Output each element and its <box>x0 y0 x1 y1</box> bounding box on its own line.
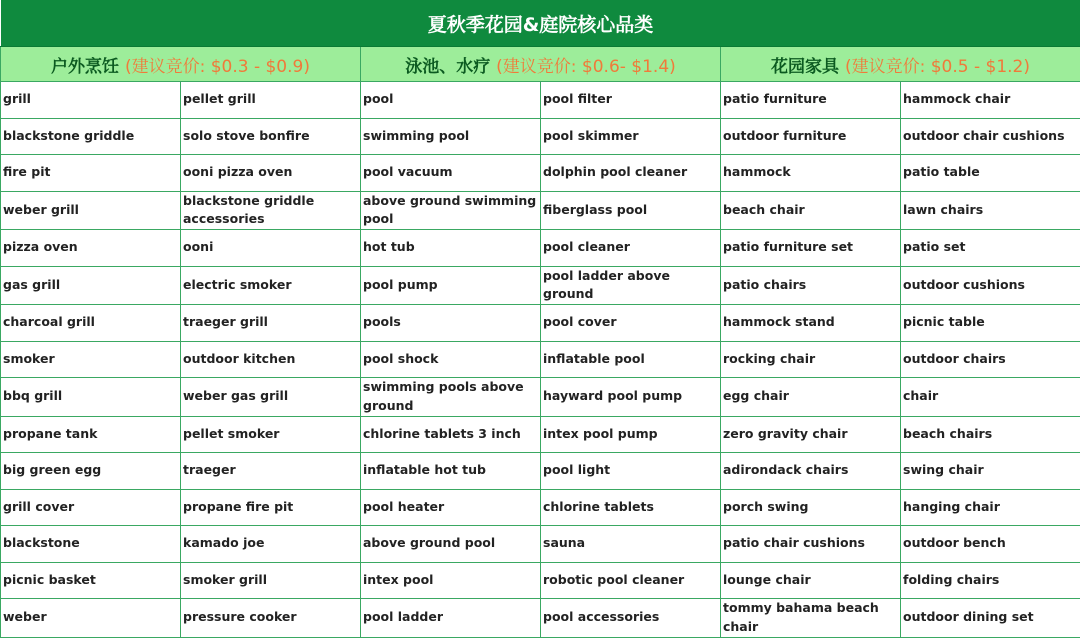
table-cell: smoker <box>1 341 181 378</box>
table-cell: weber <box>1 599 181 638</box>
table-cell: adirondack chairs <box>721 453 901 490</box>
table-cell: lounge chair <box>721 562 901 599</box>
table-cell: pool pump <box>361 266 541 305</box>
table-cell: weber gas grill <box>181 378 361 417</box>
table-row <box>1 118 1080 155</box>
table-cell: pools <box>361 305 541 342</box>
table-cell: chlorine tablets <box>541 489 721 526</box>
table-cell: pool heater <box>361 489 541 526</box>
table-cell: pool skimmer <box>541 118 721 155</box>
table-cell: ooni <box>181 230 361 267</box>
table-cell: blackstone griddle accessories <box>181 191 361 230</box>
table-cell: picnic table <box>901 305 1080 342</box>
category-header-pool-spa <box>361 47 721 82</box>
table-cell: pellet smoker <box>181 416 361 453</box>
table-cell: traeger <box>181 453 361 490</box>
table-cell: blackstone griddle <box>1 118 181 155</box>
table-cell: beach chair <box>721 191 901 230</box>
table-cell: grill cover <box>1 489 181 526</box>
table-row <box>1 230 1080 267</box>
table-cell: folding chairs <box>901 562 1080 599</box>
table-cell: chair <box>901 378 1080 417</box>
table-cell: pool ladder above ground <box>541 266 721 305</box>
table-cell: swing chair <box>901 453 1080 490</box>
table-cell: egg chair <box>721 378 901 417</box>
table-cell: swimming pools above ground <box>361 378 541 417</box>
table-cell: hot tub <box>361 230 541 267</box>
table-cell: outdoor furniture <box>721 118 901 155</box>
table-cell: picnic basket <box>1 562 181 599</box>
table-cell: pool <box>361 82 541 119</box>
table-cell: tommy bahama beach chair <box>721 599 901 638</box>
table-cell: bbq grill <box>1 378 181 417</box>
table-cell: gas grill <box>1 266 181 305</box>
table-cell: sauna <box>541 526 721 563</box>
category-name: 户外烹饪 <box>51 57 119 77</box>
table-cell: hammock chair <box>901 82 1080 119</box>
category-bid: (建议竞价: $0.5 - $1.2) <box>845 57 1030 77</box>
table-row <box>1 191 1080 230</box>
table-cell: pressure cooker <box>181 599 361 638</box>
category-name: 泳池、水疗 <box>405 57 490 77</box>
table-cell: grill <box>1 82 181 119</box>
table-cell: pool cleaner <box>541 230 721 267</box>
table-cell: swimming pool <box>361 118 541 155</box>
table-cell: patio furniture <box>721 82 901 119</box>
table-cell: patio table <box>901 155 1080 192</box>
table-cell: dolphin pool cleaner <box>541 155 721 192</box>
table-row <box>1 305 1080 342</box>
table-cell: ooni pizza oven <box>181 155 361 192</box>
table-cell: patio chair cushions <box>721 526 901 563</box>
table-cell: outdoor bench <box>901 526 1080 563</box>
table-cell: hanging chair <box>901 489 1080 526</box>
table-cell: pool light <box>541 453 721 490</box>
table-cell: above ground pool <box>361 526 541 563</box>
table-cell: propane tank <box>1 416 181 453</box>
table-row <box>1 266 1080 305</box>
table-cell: outdoor chairs <box>901 341 1080 378</box>
table-cell: fire pit <box>1 155 181 192</box>
table-cell: pool filter <box>541 82 721 119</box>
table-body <box>1 82 1080 638</box>
table-cell: electric smoker <box>181 266 361 305</box>
table-cell: pool cover <box>541 305 721 342</box>
table-cell: outdoor cushions <box>901 266 1080 305</box>
table-cell: blackstone <box>1 526 181 563</box>
table-cell: chlorine tablets 3 inch <box>361 416 541 453</box>
table-cell: hammock stand <box>721 305 901 342</box>
table-cell: pool ladder <box>361 599 541 638</box>
table-cell: propane fire pit <box>181 489 361 526</box>
table-row <box>1 416 1080 453</box>
category-bid: (建议竞价: $0.6- $1.4) <box>496 57 676 77</box>
table-cell: lawn chairs <box>901 191 1080 230</box>
category-header-garden-furniture <box>721 47 1080 82</box>
table-cell: rocking chair <box>721 341 901 378</box>
table-cell: inflatable hot tub <box>361 453 541 490</box>
table-cell: weber grill <box>1 191 181 230</box>
table-cell: patio furniture set <box>721 230 901 267</box>
table-cell: pool vacuum <box>361 155 541 192</box>
table-cell: outdoor kitchen <box>181 341 361 378</box>
table-cell: pellet grill <box>181 82 361 119</box>
table-cell: zero gravity chair <box>721 416 901 453</box>
table-row <box>1 562 1080 599</box>
table-cell: kamado joe <box>181 526 361 563</box>
table-cell: solo stove bonfire <box>181 118 361 155</box>
category-name: 花园家具 <box>771 57 839 77</box>
table-row <box>1 599 1080 638</box>
category-header-row <box>1 47 1080 82</box>
table-cell: traeger grill <box>181 305 361 342</box>
table-cell: charcoal grill <box>1 305 181 342</box>
table-cell: big green egg <box>1 453 181 490</box>
table-cell: patio set <box>901 230 1080 267</box>
table-cell: outdoor dining set <box>901 599 1080 638</box>
table-cell: pool shock <box>361 341 541 378</box>
table-title: 夏秋季花园&庭院核心品类 <box>1 0 1080 47</box>
table-cell: beach chairs <box>901 416 1080 453</box>
table-cell: smoker grill <box>181 562 361 599</box>
table-row <box>1 82 1080 119</box>
table-cell: fiberglass pool <box>541 191 721 230</box>
table-row <box>1 526 1080 563</box>
title-row <box>1 0 1080 47</box>
table-cell: hayward pool pump <box>541 378 721 417</box>
category-bid: (建议竞价: $0.3 - $0.9) <box>125 57 310 77</box>
table-row <box>1 453 1080 490</box>
category-header-outdoor-cooking <box>1 47 361 82</box>
table-cell: patio chairs <box>721 266 901 305</box>
table-cell: inflatable pool <box>541 341 721 378</box>
table-row <box>1 155 1080 192</box>
table-cell: hammock <box>721 155 901 192</box>
table-cell: robotic pool cleaner <box>541 562 721 599</box>
table-cell: intex pool pump <box>541 416 721 453</box>
table-cell: pizza oven <box>1 230 181 267</box>
table-row <box>1 378 1080 417</box>
table-row <box>1 341 1080 378</box>
table-cell: intex pool <box>361 562 541 599</box>
table-cell: pool accessories <box>541 599 721 638</box>
table-cell: above ground swimming pool <box>361 191 541 230</box>
table-cell: porch swing <box>721 489 901 526</box>
table-row <box>1 489 1080 526</box>
table-cell: outdoor chair cushions <box>901 118 1080 155</box>
